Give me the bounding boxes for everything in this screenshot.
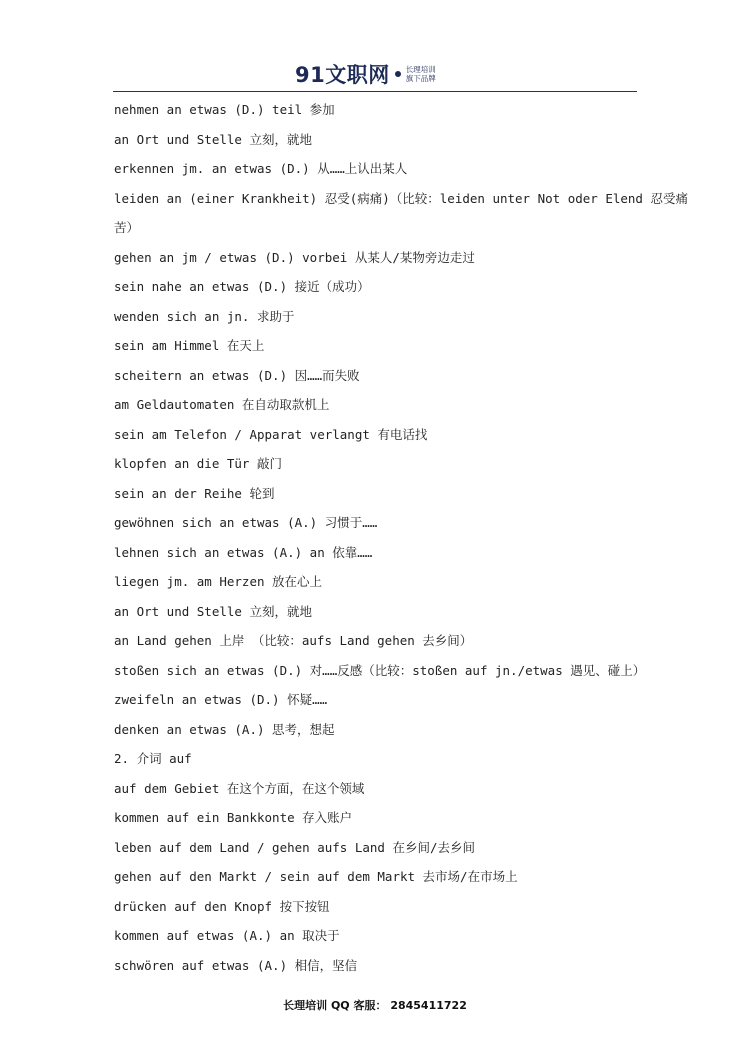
text-line: sein am Himmel 在天上 xyxy=(114,338,265,353)
text-line: sein nahe an etwas (D.) 接近（成功） xyxy=(114,279,370,294)
page-header xyxy=(0,54,750,92)
text-line: liegen jm. am Herzen 放在心上 xyxy=(114,574,323,589)
logo-sub-line2: 旗下品牌 xyxy=(405,74,436,83)
document-body xyxy=(114,95,688,980)
text-line: an Ort und Stelle 立刻，就地 xyxy=(114,131,312,147)
text-line: auf dem Gebiet 在这个方面，在这个领域 xyxy=(114,780,365,796)
logo-sub-line1: 长理培训 xyxy=(405,65,436,74)
text-line: leben auf dem Land / gehen aufs Land 在乡间/去乡间 xyxy=(114,839,475,855)
text-line: am Geldautomaten 在自动取款机上 xyxy=(114,397,330,412)
text-line: denken an etwas (A.) 思考，想起 xyxy=(114,721,335,737)
text-line: zweifeln an etwas (D.) 怀疑…… xyxy=(114,692,328,707)
text-line: gewöhnen sich an etwas (A.) 习惯于…… xyxy=(114,515,378,530)
text-line: kommen auf ein Bankkonte 存入账户 xyxy=(114,810,353,825)
text-line: schwören auf etwas (A.) 相信，坚信 xyxy=(114,957,358,973)
text-line: scheitern an etwas (D.) 因……而失败 xyxy=(114,367,360,383)
logo-subtitle xyxy=(406,65,436,83)
page-footer: 长理培训 QQ 客服： 2845411722 xyxy=(283,999,467,1012)
section-heading: 2. 介词 auf xyxy=(114,751,192,766)
text-line: 苦） xyxy=(114,220,140,235)
logo-text: 91文职网 xyxy=(295,63,390,87)
text-line: stoßen sich an etwas (D.) 对……反感（比较：stoßen auf jn./etwas 遇见、碰上） xyxy=(114,662,646,678)
text-line: an Land gehen 上岸 （比较：aufs Land gehen 去乡间） xyxy=(114,633,473,648)
text-line: gehen an jm / etwas (D.) vorbei 从某人/某物旁边走过 xyxy=(114,249,475,265)
header-divider xyxy=(113,91,637,92)
text-line: nehmen an etwas (D.) teil 参加 xyxy=(114,102,335,117)
text-line: erkennen jm. an etwas (D.) 从……上认出某人 xyxy=(114,161,408,176)
text-line: gehen auf den Markt / sein auf dem Markt 去市场/在市场上 xyxy=(114,869,518,884)
text-line: kommen auf etwas (A.) an 取决于 xyxy=(114,928,340,943)
text-line: drücken auf den Knopf 按下按钮 xyxy=(114,898,330,914)
text-line: leiden an (einer Krankheit) 忍受(病痛)（比较：leiden unter Not oder Elend 忍受痛 xyxy=(114,190,688,206)
text-line: klopfen an die Tür 敲门 xyxy=(114,456,282,471)
logo-dot-icon xyxy=(395,71,401,77)
text-line: an Ort und Stelle 立刻，就地 xyxy=(114,603,312,619)
text-line: sein an der Reihe 轮到 xyxy=(114,485,275,501)
text-line: sein am Telefon / Apparat verlangt 有电话找 xyxy=(114,426,428,442)
text-line: wenden sich an jn. 求助于 xyxy=(114,308,295,324)
text-line: lehnen sich an etwas (A.) an 依靠…… xyxy=(114,544,373,560)
brand-logo xyxy=(295,60,436,88)
